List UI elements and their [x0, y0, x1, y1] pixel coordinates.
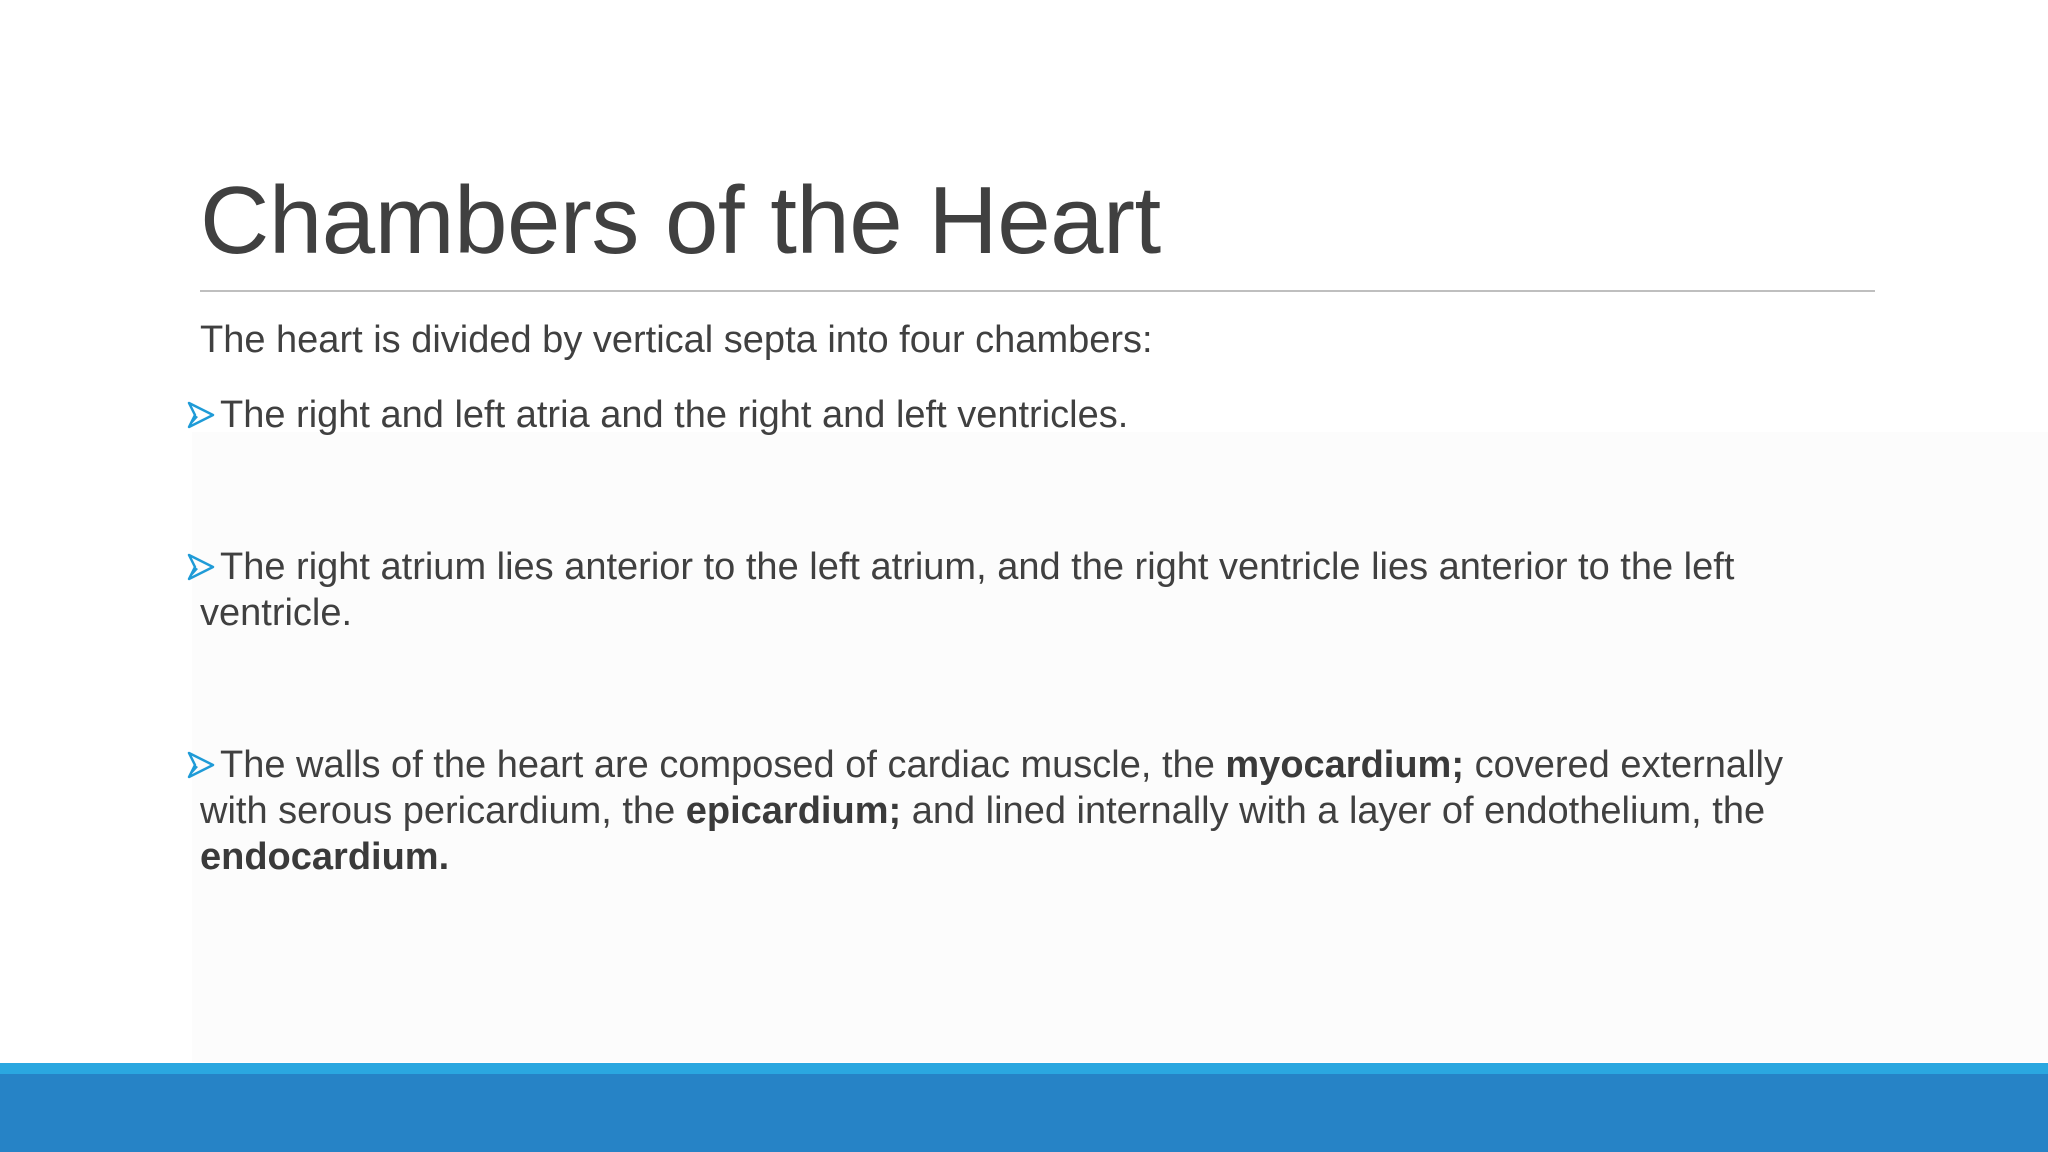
slide-title: Chambers of the Heart: [200, 167, 1161, 274]
bullet-text: [200, 394, 1128, 436]
bullet-text: [200, 744, 1783, 878]
footer-bar: [0, 1074, 2048, 1152]
bullet-segment: The right and left atria and the right and left ventricles.: [220, 394, 1129, 436]
bullet-segment: and lined internally with a layer of endothelium, the: [901, 790, 1766, 832]
arrow-bullet-icon: [186, 400, 216, 430]
title-divider: [200, 290, 1875, 292]
bullet-segment: The right atrium lies anterior to the left atrium, and the right ventricle lies anterior to the left ventricle.: [200, 546, 1735, 634]
bullet-item: [200, 742, 1840, 880]
bullet-segment: The walls of the heart are composed of cardiac muscle, the: [220, 744, 1226, 786]
arrow-bullet-icon: [186, 552, 216, 582]
bold-term: myocardium;: [1225, 744, 1465, 786]
bullet-segment: covered externally with serous pericardium, the: [200, 744, 1783, 832]
intro-text: The heart is divided by vertical septa into four chambers:: [200, 319, 1153, 361]
bullet-item: [200, 392, 1840, 438]
bold-term: epicardium;: [685, 790, 902, 832]
bullet-text: [200, 546, 1734, 634]
arrow-bullet-icon: [186, 750, 216, 780]
footer-accent-stripe: [0, 1063, 2048, 1074]
bold-term: endocardium.: [200, 836, 450, 878]
bullet-item: [200, 544, 1840, 636]
